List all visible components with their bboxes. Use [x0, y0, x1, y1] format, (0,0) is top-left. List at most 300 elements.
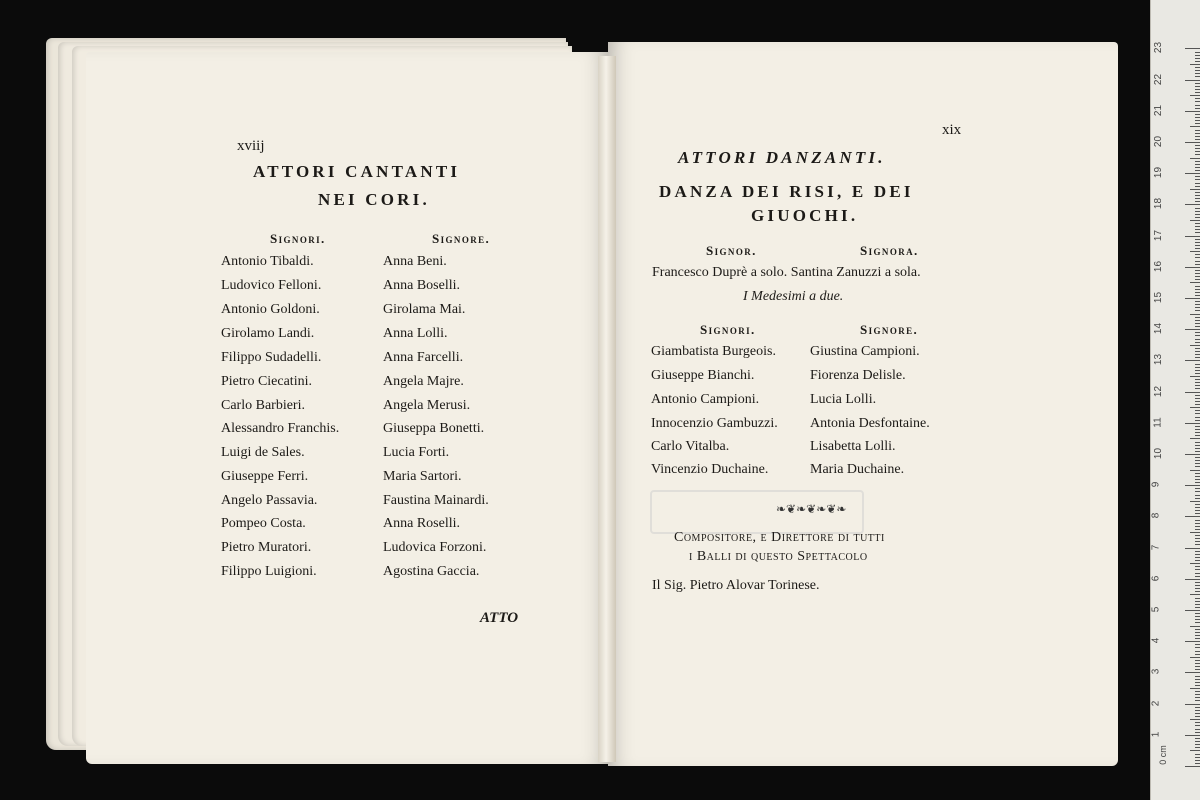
ruler-tick: [1195, 154, 1200, 155]
ruler-tick: [1185, 48, 1200, 49]
ruler-tick: [1195, 61, 1200, 62]
left-col-head-women: Signore.: [432, 231, 491, 246]
ruler-tick: [1195, 58, 1200, 59]
ruler-tick: [1190, 563, 1200, 564]
ruler-tick: [1195, 760, 1200, 761]
ruler-tick: [1195, 242, 1200, 243]
ruler-tick: [1195, 729, 1200, 730]
ruler-tick: [1195, 257, 1200, 258]
ruler-tick: [1195, 398, 1200, 399]
ruler-tick: [1195, 364, 1200, 365]
ruler-tick: [1195, 654, 1200, 655]
list-item: Innocenzio Gambuzzi.: [651, 416, 778, 431]
ruler-tick: [1195, 133, 1200, 134]
ruler-tick: [1195, 229, 1200, 230]
list-item: Anna Lolli.: [383, 326, 448, 341]
ruler-tick: [1195, 76, 1200, 77]
ruler-tick: [1185, 579, 1200, 580]
ruler-tick: [1195, 426, 1200, 427]
ruler-tick: [1195, 466, 1200, 467]
ruler-tick: [1195, 208, 1200, 209]
ruler-number: 12: [1153, 385, 1165, 397]
ruler-tick: [1195, 613, 1200, 614]
list-item: Filippo Sudadelli.: [221, 350, 322, 365]
ruler-tick: [1195, 716, 1200, 717]
ruler-tick: [1195, 67, 1200, 68]
ruler-tick: [1195, 254, 1200, 255]
ruler-number: 2: [1150, 700, 1162, 706]
ruler-tick: [1195, 348, 1200, 349]
ruler-tick: [1195, 566, 1200, 567]
ruler-tick: [1195, 367, 1200, 368]
ruler-tick: [1190, 64, 1200, 65]
ruler-tick: [1195, 460, 1200, 461]
ruler-tick: [1190, 532, 1200, 533]
ruler-tick: [1190, 626, 1200, 627]
ruler-tick: [1190, 345, 1200, 346]
ruler-tick: [1195, 385, 1200, 386]
ruler-tick: [1185, 204, 1200, 205]
ruler-tick: [1195, 176, 1200, 177]
ruler-tick: [1195, 332, 1200, 333]
ruler-tick: [1195, 170, 1200, 171]
ruler-tick: [1195, 70, 1200, 71]
ruler-tick: [1195, 429, 1200, 430]
ruler-tick: [1195, 679, 1200, 680]
ruler-tick: [1195, 557, 1200, 558]
list-item: Pietro Ciecatini.: [221, 374, 312, 389]
left-page: [86, 52, 608, 764]
list-item: Pompeo Costa.: [221, 516, 306, 531]
ruler-tick: [1195, 757, 1200, 758]
ruler-tick: [1195, 445, 1200, 446]
list-item: Pietro Muratori.: [221, 540, 312, 555]
ruler-tick: [1195, 151, 1200, 152]
ruler-tick: [1195, 117, 1200, 118]
ruler-number: 19: [1153, 167, 1165, 179]
ruler-tick: [1195, 629, 1200, 630]
ruler-tick: [1195, 123, 1200, 124]
ruler-tick: [1195, 261, 1200, 262]
ruler-number: 15: [1153, 291, 1165, 304]
list-item: Antonia Desfontaine.: [810, 416, 930, 431]
ruler-tick: [1195, 289, 1200, 290]
list-item: Giuseppa Bonetti.: [383, 421, 485, 436]
solo-head-woman: Signora.: [860, 243, 919, 258]
ruler-tick: [1195, 538, 1200, 539]
ruler-tick: [1185, 735, 1200, 736]
ruler-tick: [1195, 304, 1200, 305]
ruler-tick: [1195, 388, 1200, 389]
ruler-tick: [1185, 173, 1200, 174]
ruler-tick: [1195, 732, 1200, 733]
left-title-line2: NEI CORI.: [318, 190, 430, 209]
list-item: Carlo Vitalba.: [651, 439, 730, 454]
list-item: Girolama Mai.: [383, 302, 466, 317]
credit-line1: Compositore, e Direttore di tutti: [674, 530, 885, 545]
ruler-tick: [1195, 535, 1200, 536]
list-item: Lucia Forti.: [383, 445, 450, 460]
ruler-tick: [1195, 616, 1200, 617]
ruler-tick: [1195, 763, 1200, 764]
list-item: Angelo Passavia.: [221, 493, 318, 508]
ruler-tick: [1190, 314, 1200, 315]
ruler-number: 13: [1153, 354, 1165, 366]
ruler-tick: [1190, 158, 1200, 159]
ruler-number: 14: [1153, 323, 1165, 335]
ruler-tick: [1195, 276, 1200, 277]
ruler-tick: [1195, 326, 1200, 327]
ruler-tick: [1195, 498, 1200, 499]
ruler-tick: [1195, 510, 1200, 511]
ruler-tick: [1195, 560, 1200, 561]
ruler-tick: [1195, 89, 1200, 90]
list-item: Ludovica Forzoni.: [383, 540, 487, 555]
left-col-head-men: Signori.: [270, 231, 326, 246]
ruler-tick: [1195, 576, 1200, 577]
list-item: Lucia Lolli.: [810, 392, 877, 407]
ruler-tick: [1195, 725, 1200, 726]
ruler-tick: [1195, 476, 1200, 477]
ruler-tick: [1185, 516, 1200, 517]
ruler-tick: [1185, 80, 1200, 81]
ruler-tick: [1195, 167, 1200, 168]
list-item: Giustina Campioni.: [810, 344, 920, 359]
ruler-tick: [1195, 323, 1200, 324]
ruler-tick: [1195, 401, 1200, 402]
ruler-tick: [1195, 295, 1200, 296]
ruler-tick: [1195, 105, 1200, 106]
ruler-tick: [1185, 360, 1200, 361]
ruler-tick: [1195, 495, 1200, 496]
ruler-number: 1: [1150, 731, 1162, 738]
ruler-tick: [1195, 691, 1200, 692]
ruler-tick: [1195, 666, 1200, 667]
ruler-tick: [1190, 220, 1200, 221]
ruler-tick: [1195, 435, 1200, 436]
ruler-tick: [1195, 754, 1200, 755]
ruler-tick: [1195, 573, 1200, 574]
ruler-tick: [1195, 136, 1200, 137]
ruler-number: 7: [1150, 544, 1162, 550]
ruler-tick: [1195, 738, 1200, 739]
solo-head-man: Signor.: [706, 243, 757, 258]
ruler-tick: [1195, 279, 1200, 280]
ruler-number: 18: [1153, 198, 1165, 210]
ruler-tick: [1195, 663, 1200, 664]
ruler-tick: [1195, 413, 1200, 414]
ruler-tick: [1195, 685, 1200, 686]
ruler-unit-label: 0 cm: [1157, 745, 1168, 765]
ruler-tick: [1195, 101, 1200, 102]
ruler-tick: [1195, 264, 1200, 265]
ruler-tick: [1195, 417, 1200, 418]
ruler-tick: [1195, 632, 1200, 633]
ruler-tick: [1195, 395, 1200, 396]
list-item: Carlo Barbieri.: [221, 398, 305, 413]
ruler-tick: [1190, 438, 1200, 439]
ruler-tick: [1195, 507, 1200, 508]
ruler-tick: [1185, 298, 1200, 299]
ruler-tick: [1195, 551, 1200, 552]
ruler-tick: [1190, 688, 1200, 689]
ruler-tick: [1195, 598, 1200, 599]
ruler-tick: [1195, 270, 1200, 271]
ruler-number: 22: [1153, 73, 1165, 85]
ruler-tick: [1195, 647, 1200, 648]
group-head-women: Signore.: [860, 322, 919, 337]
list-item: Maria Sartori.: [383, 469, 462, 484]
list-item: Angela Merusi.: [383, 398, 471, 413]
ruler-tick: [1195, 301, 1200, 302]
ruler-tick: [1195, 682, 1200, 683]
list-item: Antonio Campioni.: [651, 392, 760, 407]
ruler-tick: [1190, 501, 1200, 502]
ruler-number: 5: [1150, 606, 1162, 613]
ruler-tick: [1195, 644, 1200, 645]
ruler-tick: [1195, 198, 1200, 199]
ruler-tick: [1195, 404, 1200, 405]
ruler-tick: [1195, 619, 1200, 620]
ruler-tick: [1195, 139, 1200, 140]
list-item: Antonio Goldoni.: [221, 302, 320, 317]
ruler-tick: [1190, 376, 1200, 377]
list-item: Lisabetta Lolli.: [810, 439, 896, 454]
ruler-tick: [1195, 357, 1200, 358]
ruler-tick: [1195, 232, 1200, 233]
ruler-tick: [1195, 351, 1200, 352]
ruler-tick: [1195, 195, 1200, 196]
ruler-tick: [1185, 329, 1200, 330]
ruler-tick: [1195, 747, 1200, 748]
ruler-tick: [1195, 554, 1200, 555]
ruler-tick: [1195, 373, 1200, 374]
ruler-tick: [1195, 744, 1200, 745]
ruler-tick: [1195, 707, 1200, 708]
ruler-tick: [1195, 432, 1200, 433]
ruler-number: 16: [1153, 260, 1165, 272]
right-subtitle-line1: DANZA DEI RISI, E DEI: [659, 182, 914, 201]
list-item: Luigi de Sales.: [221, 445, 305, 460]
ruler-tick: [1195, 451, 1200, 452]
ruler-tick: [1195, 513, 1200, 514]
ruler-tick: [1195, 310, 1200, 311]
ruler-tick: [1195, 86, 1200, 87]
ruler-tick: [1195, 651, 1200, 652]
ruler-tick: [1195, 55, 1200, 56]
ruler-tick: [1195, 192, 1200, 193]
ruler-tick: [1195, 239, 1200, 240]
ruler-tick: [1195, 520, 1200, 521]
ruler-tick: [1195, 588, 1200, 589]
list-item: Giambatista Burgeois.: [651, 344, 776, 359]
ruler-tick: [1190, 750, 1200, 751]
ruler-tick: [1195, 52, 1200, 53]
ruler-tick: [1195, 569, 1200, 570]
ruler-tick: [1195, 448, 1200, 449]
list-item: Fiorenza Delisle.: [810, 368, 906, 383]
ruler-tick: [1195, 211, 1200, 212]
ruler-tick: [1195, 523, 1200, 524]
ruler-tick: [1195, 164, 1200, 165]
ruler-number: 3: [1150, 669, 1162, 675]
ruler-tick: [1195, 273, 1200, 274]
group-head-men: Signori.: [700, 322, 756, 337]
ornament-divider: ❧❦❧❦❧❦❧: [776, 502, 847, 516]
ruler-tick: [1185, 454, 1200, 455]
ruler-tick: [1195, 226, 1200, 227]
ruler-tick: [1195, 482, 1200, 483]
ruler-tick: [1195, 92, 1200, 93]
ruler-tick: [1195, 604, 1200, 605]
ruler-tick: [1195, 697, 1200, 698]
ruler-tick: [1195, 214, 1200, 215]
list-item: Maria Duchaine.: [810, 462, 905, 477]
ruler-number: 20: [1153, 135, 1165, 148]
ruler-tick: [1195, 83, 1200, 84]
left-title-line1: ATTORI CANTANTI: [253, 162, 461, 181]
ruler-tick: [1190, 407, 1200, 408]
ruler-tick: [1195, 120, 1200, 121]
ruler-tick: [1195, 335, 1200, 336]
ruler-tick: [1195, 473, 1200, 474]
ruler-tick: [1185, 142, 1200, 143]
right-page-number: xix: [942, 122, 962, 138]
ruler-tick: [1195, 700, 1200, 701]
ruler-tick: [1190, 657, 1200, 658]
ruler-tick: [1195, 183, 1200, 184]
ruler-tick: [1195, 98, 1200, 99]
list-item: Agostina Gaccia.: [383, 564, 480, 579]
ruler-tick: [1195, 669, 1200, 670]
ruler-tick: [1185, 236, 1200, 237]
list-item: Giuseppe Bianchi.: [651, 368, 755, 383]
ruler-tick: [1195, 676, 1200, 677]
ruler-tick: [1195, 607, 1200, 608]
ruler-tick: [1185, 704, 1200, 705]
ruler-tick: [1195, 339, 1200, 340]
ruler-tick: [1195, 635, 1200, 636]
ruler-tick: [1185, 610, 1200, 611]
ruler-tick: [1195, 148, 1200, 149]
ruler-tick: [1195, 108, 1200, 109]
ruler-tick: [1195, 488, 1200, 489]
ruler-tick: [1195, 582, 1200, 583]
right-title: ATTORI DANZANTI.: [678, 148, 886, 167]
ruler-tick: [1195, 161, 1200, 162]
list-item: Giuseppe Ferri.: [221, 469, 309, 484]
ruler-tick: [1195, 420, 1200, 421]
ruler-tick: [1195, 660, 1200, 661]
list-item: Anna Boselli.: [383, 278, 460, 293]
ruler-tick: [1195, 410, 1200, 411]
ruler-number: 10: [1153, 447, 1165, 460]
ruler-tick: [1185, 267, 1200, 268]
ruler-tick: [1195, 317, 1200, 318]
ruler-tick: [1195, 382, 1200, 383]
ruler-tick: [1195, 442, 1200, 443]
ruler-tick: [1195, 713, 1200, 714]
ruler-tick: [1195, 145, 1200, 146]
right-subtitle-line2: GIUOCHI.: [751, 206, 859, 225]
credit-line2: i Balli di questo Spettacolo: [689, 549, 868, 564]
ruler-tick: [1195, 504, 1200, 505]
ruler-number: 9: [1150, 481, 1162, 488]
ruler-tick: [1195, 491, 1200, 492]
ruler-tick: [1195, 529, 1200, 530]
ruler-tick: [1195, 638, 1200, 639]
catchword: ATTO: [480, 610, 519, 626]
ruler-tick: [1195, 370, 1200, 371]
list-item: Vincenzio Duchaine.: [651, 462, 769, 477]
ruler-tick: [1190, 594, 1200, 595]
list-item: Anna Roselli.: [383, 516, 460, 531]
ruler-tick: [1195, 307, 1200, 308]
ruler-tick: [1195, 320, 1200, 321]
ruler-tick: [1190, 189, 1200, 190]
credit-name: Il Sig. Pietro Alovar Torinese.: [652, 578, 820, 593]
ruler-tick: [1195, 286, 1200, 287]
ruler-tick: [1195, 217, 1200, 218]
ruler-tick: [1195, 223, 1200, 224]
ruler-number: 17: [1153, 229, 1165, 241]
ruler-tick: [1195, 544, 1200, 545]
ruler-tick: [1195, 379, 1200, 380]
ruler-tick: [1195, 457, 1200, 458]
ruler-tick: [1185, 766, 1200, 767]
ruler-tick: [1195, 710, 1200, 711]
ruler-tick: [1195, 114, 1200, 115]
ruler-tick: [1185, 548, 1200, 549]
ruler-tick: [1195, 601, 1200, 602]
ruler-tick: [1195, 463, 1200, 464]
ruler-tick: [1195, 179, 1200, 180]
ruler-tick: [1195, 248, 1200, 249]
list-item: Anna Beni.: [383, 254, 447, 269]
ruler-tick: [1195, 541, 1200, 542]
ruler-tick: [1195, 245, 1200, 246]
ruler-tick: [1190, 282, 1200, 283]
ruler-tick: [1185, 485, 1200, 486]
ruler-tick: [1195, 186, 1200, 187]
ruler-tick: [1195, 73, 1200, 74]
duet-line: I Medesimi a due.: [743, 289, 844, 304]
ruler-number: 21: [1153, 104, 1165, 116]
ruler-tick: [1195, 741, 1200, 742]
ruler-number: 11: [1152, 417, 1164, 428]
ruler-tick: [1185, 423, 1200, 424]
ruler-tick: [1195, 342, 1200, 343]
ruler-tick: [1195, 479, 1200, 480]
ruler-tick: [1190, 719, 1200, 720]
ruler-number: 4: [1150, 637, 1162, 644]
ruler-tick: [1185, 111, 1200, 112]
ruler-number: 6: [1150, 575, 1162, 582]
ruler-tick: [1195, 585, 1200, 586]
ruler-tick: [1195, 591, 1200, 592]
list-item: Anna Farcelli.: [383, 350, 464, 365]
ruler-tick: [1185, 392, 1200, 393]
list-item: Ludovico Felloni.: [221, 278, 322, 293]
list-item: Alessandro Franchis.: [221, 421, 340, 436]
ruler-tick: [1195, 130, 1200, 131]
ruler-tick: [1190, 95, 1200, 96]
ruler-tick: [1190, 251, 1200, 252]
ruler-tick: [1185, 641, 1200, 642]
list-item: Faustina Mainardi.: [383, 493, 489, 508]
book-gutter: [598, 56, 616, 762]
ruler-tick: [1185, 672, 1200, 673]
